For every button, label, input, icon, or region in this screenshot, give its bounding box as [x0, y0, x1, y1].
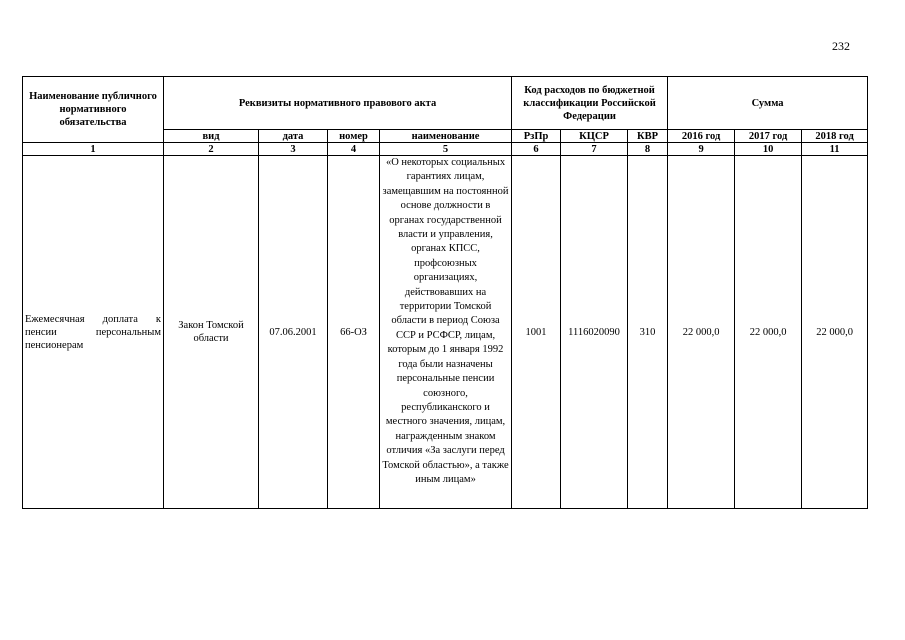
cell-act-name: «О некоторых социальных гарантиях лицам, замещавшим на постоянной основе должности в органах государственной власти и управления, органах КПСС, профсоюзных организациях, действовавших на территории Томской области в период Союза ССР и РСФСР, лицам, которым до 1 января 1992 года были назначены персональные пенсии союзного, республиканского и местного значения, лицам, награжденным знаком отличия «За заслуги перед Томской областью», а также иным лицам» — [380, 156, 512, 509]
obligation-name-line1: Ежемесячная доплата к пенсии персональным — [25, 313, 161, 338]
column-number: 8 — [628, 143, 668, 156]
subheader-2018: 2018 год — [802, 130, 868, 143]
subheader-kcsr: КЦСР — [561, 130, 628, 143]
table-header-row — [23, 77, 868, 130]
obligations-table — [22, 76, 868, 509]
column-number: 5 — [380, 143, 512, 156]
column-number: 11 — [802, 143, 868, 156]
cell-sum-2016: 22 000,0 — [668, 156, 735, 509]
column-number: 2 — [164, 143, 259, 156]
column-number: 4 — [328, 143, 380, 156]
subheader-2016: 2016 год — [668, 130, 735, 143]
cell-act-type: Закон Томской области — [164, 156, 259, 509]
cell-act-date: 07.06.2001 — [259, 156, 328, 509]
cell-obligation-name — [23, 156, 164, 509]
cell-kvr: 310 — [628, 156, 668, 509]
column-number: 7 — [561, 143, 628, 156]
header-expense-code: Код расходов по бюджетной классификации Российской Федерации — [512, 77, 668, 130]
subheader-date: дата — [259, 130, 328, 143]
column-number: 1 — [23, 143, 164, 156]
cell-sum-2018: 22 000,0 — [802, 156, 868, 509]
cell-sum-2017: 22 000,0 — [735, 156, 802, 509]
column-number-row — [23, 143, 868, 156]
header-sum: Сумма — [668, 77, 868, 130]
page-number: 232 — [832, 39, 850, 53]
obligation-name-line2: пенсионерам — [25, 339, 84, 351]
cell-act-number: 66-ОЗ — [328, 156, 380, 509]
column-number: 6 — [512, 143, 561, 156]
subheader-rzpr: РзПр — [512, 130, 561, 143]
column-number: 3 — [259, 143, 328, 156]
subheader-name: наименование — [380, 130, 512, 143]
header-obligation-name: Наименование публичного нормативного обязательства — [23, 77, 164, 143]
cell-kcsr: 1116020090 — [561, 156, 628, 509]
cell-rzpr: 1001 — [512, 156, 561, 509]
subheader-number: номер — [328, 130, 380, 143]
column-number: 10 — [735, 143, 802, 156]
header-act-details: Реквизиты нормативного правового акта — [164, 77, 512, 130]
table-row — [23, 156, 868, 509]
subheader-kvr: КВР — [628, 130, 668, 143]
subheader-type: вид — [164, 130, 259, 143]
column-number: 9 — [668, 143, 735, 156]
subheader-2017: 2017 год — [735, 130, 802, 143]
